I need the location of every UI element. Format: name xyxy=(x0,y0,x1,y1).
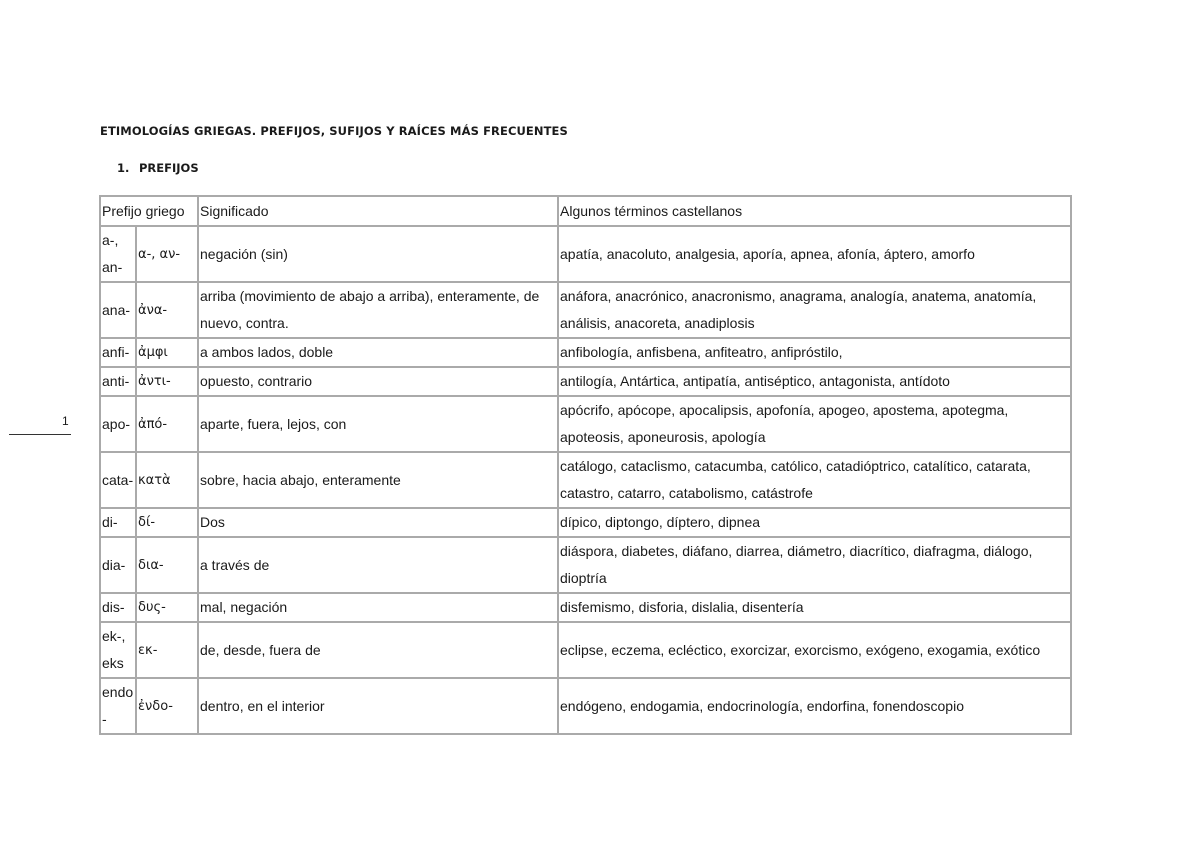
prefix-cell: apo- xyxy=(100,396,136,452)
prefix-cell: anti- xyxy=(100,367,136,396)
header-terms: Algunos términos castellanos xyxy=(558,196,1071,226)
greek-cell: ἀπό- xyxy=(136,396,198,452)
greek-cell: δια- xyxy=(136,537,198,593)
table-row xyxy=(100,622,1071,678)
prefix-cell: ek-, eks xyxy=(100,622,136,678)
greek-cell: εκ- xyxy=(136,622,198,678)
meaning-cell: mal, negación xyxy=(198,593,558,622)
greek-cell: α-, αν- xyxy=(136,226,198,282)
greek-cell: κατὰ xyxy=(136,452,198,508)
terms-cell: eclipse, eczema, ecléctico, exorcizar, exorcismo, exógeno, exogamia, exótico xyxy=(558,622,1071,678)
table-row xyxy=(100,338,1071,367)
table-row xyxy=(100,282,1071,338)
section-number: 1. xyxy=(117,161,130,175)
prefix-cell: anfi- xyxy=(100,338,136,367)
prefix-table xyxy=(99,195,1072,735)
table-row xyxy=(100,508,1071,537)
table-row xyxy=(100,452,1071,508)
table-row xyxy=(100,367,1071,396)
prefix-cell: di- xyxy=(100,508,136,537)
section-heading xyxy=(117,161,199,175)
greek-cell: ἀντι- xyxy=(136,367,198,396)
table-row xyxy=(100,537,1071,593)
meaning-cell: Dos xyxy=(198,508,558,537)
meaning-cell: a ambos lados, doble xyxy=(198,338,558,367)
prefix-cell: a-, an- xyxy=(100,226,136,282)
terms-cell: anfibología, anfisbena, anfiteatro, anfipróstilo, xyxy=(558,338,1071,367)
meaning-cell: opuesto, contrario xyxy=(198,367,558,396)
meaning-cell: a través de xyxy=(198,537,558,593)
terms-cell: diáspora, diabetes, diáfano, diarrea, diámetro, diacrítico, diafragma, diálogo, dioptría xyxy=(558,537,1071,593)
terms-cell: catálogo, cataclismo, catacumba, católico, catadióptrico, catalítico, catarata, catastro, catarro, catabolismo, catástrofe xyxy=(558,452,1071,508)
greek-cell: δυς- xyxy=(136,593,198,622)
footnote-number: 1 xyxy=(62,414,69,428)
meaning-cell: arriba (movimiento de abajo a arriba), enteramente, de nuevo, contra. xyxy=(198,282,558,338)
terms-cell: dípico, diptongo, díptero, dipnea xyxy=(558,508,1071,537)
meaning-cell: dentro, en el interior xyxy=(198,678,558,734)
margin-divider xyxy=(9,434,71,435)
terms-cell: apócrifo, apócope, apocalipsis, apofonía, apogeo, apostema, apotegma, apoteosis, aponeurosis, apología xyxy=(558,396,1071,452)
greek-cell: ἀνα- xyxy=(136,282,198,338)
meaning-cell: de, desde, fuera de xyxy=(198,622,558,678)
header-prefix: Prefijo griego xyxy=(100,196,198,226)
greek-cell: δί- xyxy=(136,508,198,537)
terms-cell: apatía, anacoluto, analgesia, aporía, apnea, afonía, áptero, amorfo xyxy=(558,226,1071,282)
prefix-cell: ana- xyxy=(100,282,136,338)
prefix-cell: dis- xyxy=(100,593,136,622)
table-header-row xyxy=(100,196,1071,226)
terms-cell: anáfora, anacrónico, anacronismo, anagrama, analogía, anatema, anatomía, análisis, anacoreta, anadiplosis xyxy=(558,282,1071,338)
meaning-cell: sobre, hacia abajo, enteramente xyxy=(198,452,558,508)
terms-cell: antilogía, Antártica, antipatía, antiséptico, antagonista, antídoto xyxy=(558,367,1071,396)
document-title: ETIMOLOGÍAS GRIEGAS. PREFIJOS, SUFIJOS Y RAÍCES MÁS FRECUENTES xyxy=(100,124,568,138)
terms-cell: endógeno, endogamia, endocrinología, endorfina, fonendoscopio xyxy=(558,678,1071,734)
table-row xyxy=(100,226,1071,282)
prefix-cell: cata- xyxy=(100,452,136,508)
table-row xyxy=(100,678,1071,734)
header-meaning: Significado xyxy=(198,196,558,226)
prefix-cell: dia- xyxy=(100,537,136,593)
prefix-cell: endo- xyxy=(100,678,136,734)
meaning-cell: aparte, fuera, lejos, con xyxy=(198,396,558,452)
terms-cell: disfemismo, disforia, dislalia, disentería xyxy=(558,593,1071,622)
table-row xyxy=(100,593,1071,622)
meaning-cell: negación (sin) xyxy=(198,226,558,282)
section-title: PREFIJOS xyxy=(139,161,199,175)
greek-cell: ἐνδο- xyxy=(136,678,198,734)
table-row xyxy=(100,396,1071,452)
greek-cell: ἀμφι xyxy=(136,338,198,367)
